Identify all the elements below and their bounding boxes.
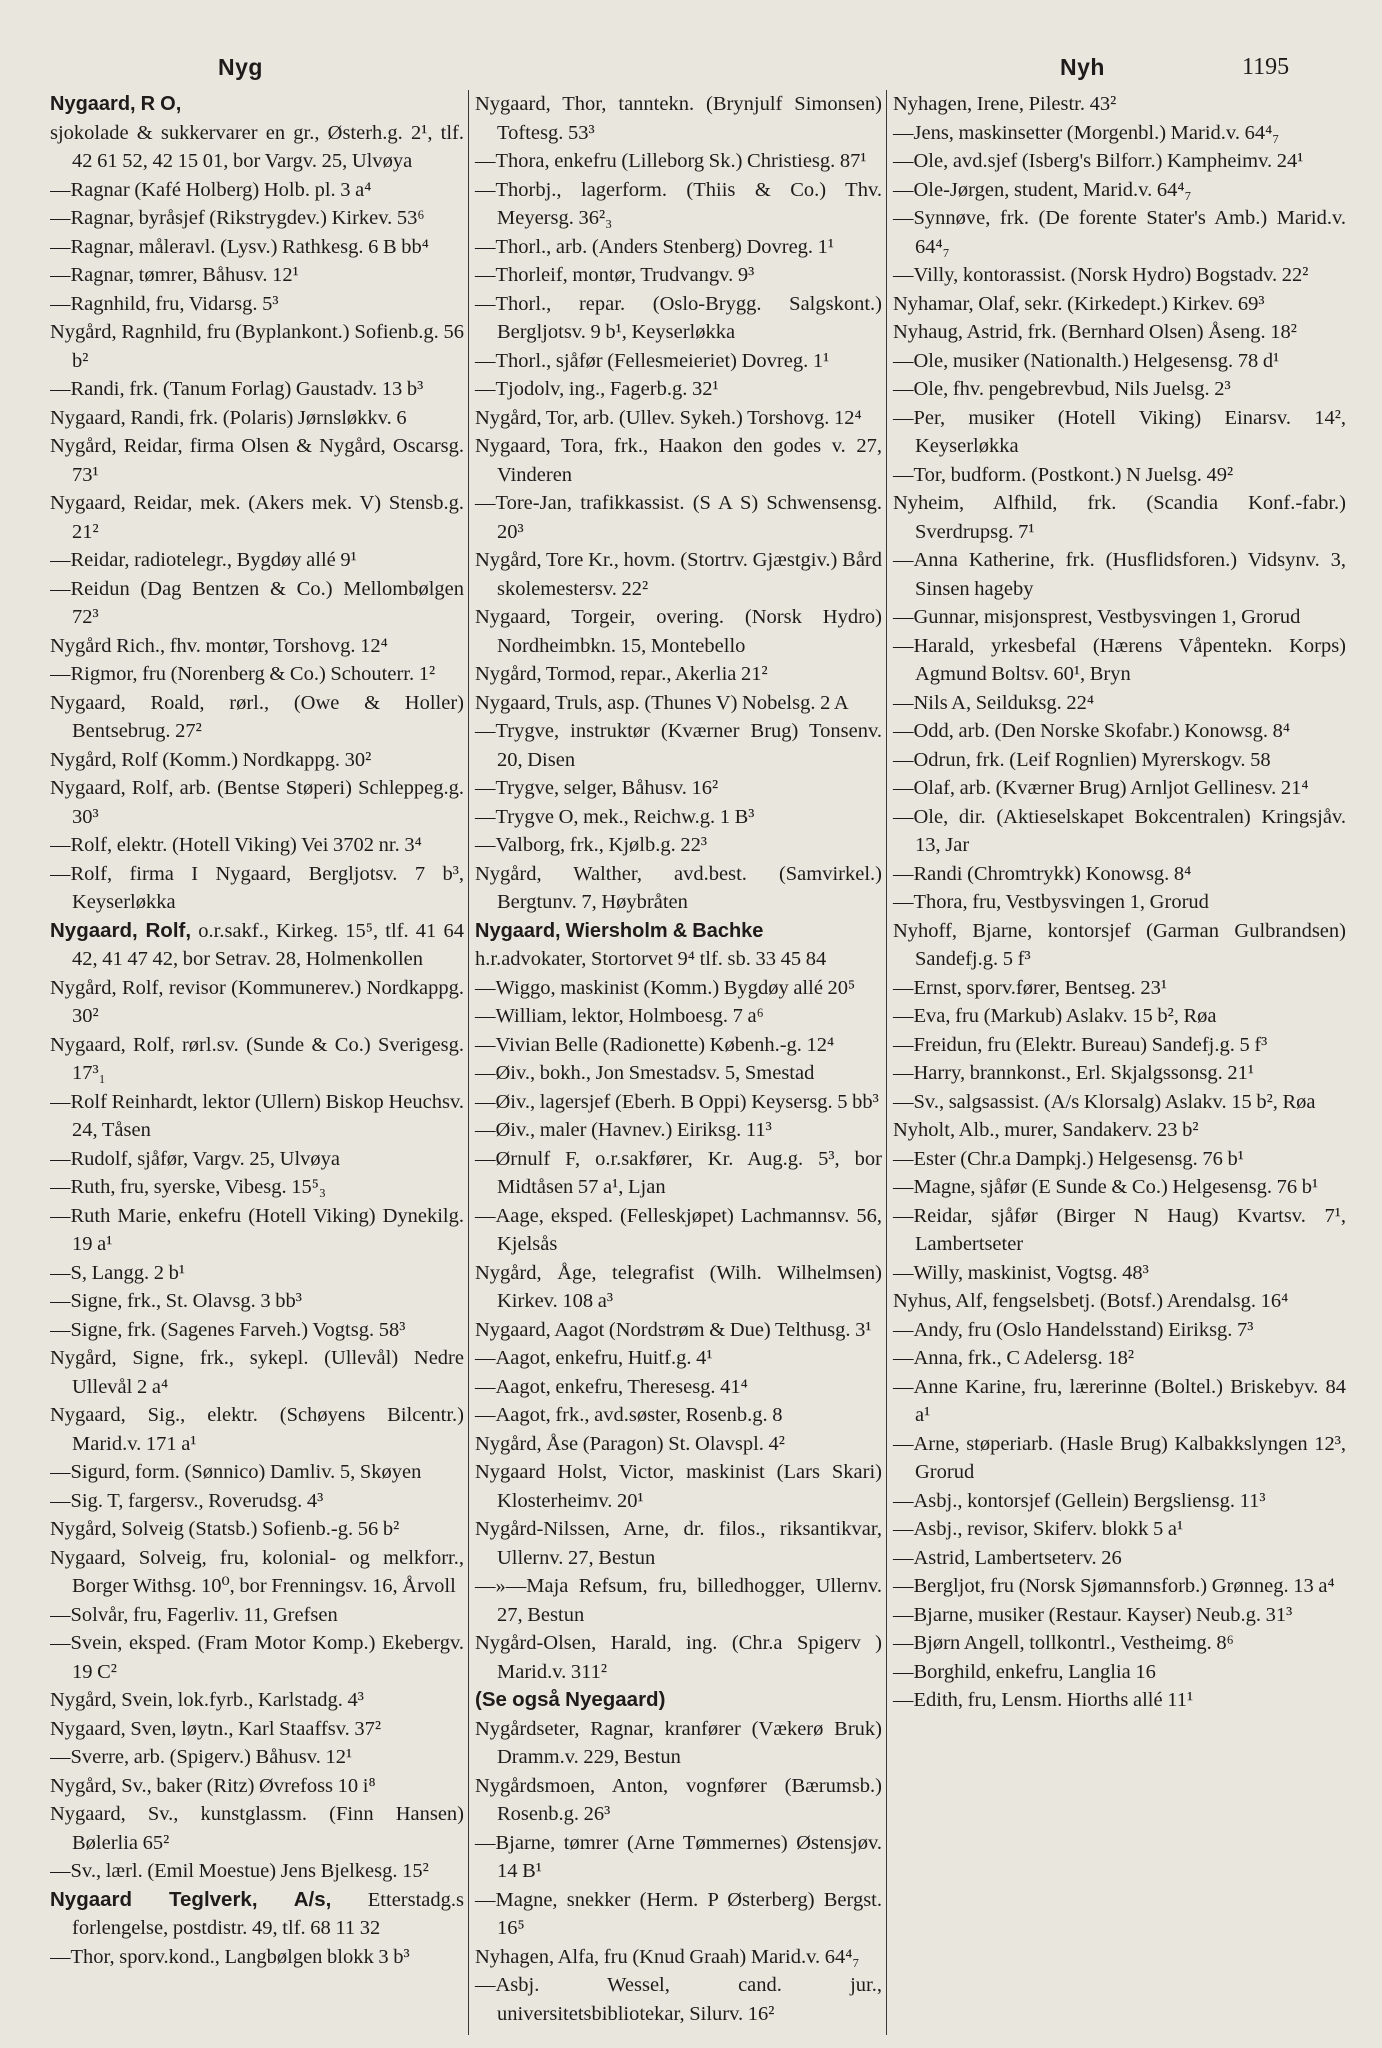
directory-entry: —Aagot, enkefru, Huitf.g. 4¹ xyxy=(475,1347,713,1369)
directory-entry: —Thor, sporv.kond., Langbølgen blokk 3 b³ xyxy=(50,1945,410,1968)
directory-entry: —Ragnhild, fru, Vidarsg. 5³ xyxy=(50,292,279,315)
directory-entry: —Ørnulf F, o.r.sakfører, Kr. Aug.g. 5³, bor Midtåsen 57 a¹, Ljan xyxy=(475,1147,882,1198)
directory-entry: —Per, musiker (Hotell Viking) Einarsv. 14², Keyserløkka xyxy=(893,406,1346,457)
directory-entry: Nygård, Reidar, firma Olsen & Nygård, Oscarsg. 73¹ xyxy=(50,435,464,486)
directory-entry: —Odrun, frk. (Leif Rognlien) Myrerskogv. 58 xyxy=(893,748,1271,771)
directory-entry: —Thorbj., lagerform. (Thiis & Co.) Thv. Meyersg. 36²₃ xyxy=(475,178,882,229)
directory-entry: Nygård, Tormod, repar., Akerlia 21² xyxy=(475,663,768,685)
directory-entry: Nygård-Olsen, Harald, ing. (Chr.a Spigerv ) Marid.v. 311² xyxy=(475,1632,882,1683)
directory-entry: —Thorl., arb. (Anders Stenberg) Dovreg. 1¹ xyxy=(475,235,835,258)
directory-entry: —Nils A, Seilduksg. 22⁴ xyxy=(893,691,1094,714)
directory-entry: Nygaard, Sig., elektr. (Schøyens Bilcentr.) Marid.v. 171 a¹ xyxy=(50,1404,464,1455)
directory-entry: Nyhus, Alf, fengselsbetj. (Botsf.) Arendalsg. 16⁴ xyxy=(893,1290,1289,1312)
directory-entry: Nyholt, Alb., murer, Sandakerv. 23 b² xyxy=(893,1119,1199,1141)
directory-entry: —Ole, avd.sjef (Isberg's Bilforr.) Kampheimv. 24¹ xyxy=(893,150,1304,172)
directory-entry: —Tor, budform. (Postkont.) N Juelsg. 49² xyxy=(893,463,1234,486)
directory-entry: Nygård, Ragnhild, fru (Byplankont.) Sofienb.g. 56 b² xyxy=(50,321,464,372)
directory-entry: —Trygve, instruktør (Kværner Brug) Tonsenv. 20, Disen xyxy=(475,720,882,771)
directory-entry: —Asbj., revisor, Skiferv. blokk 5 a¹ xyxy=(893,1518,1184,1540)
directory-entry: —Aagot, frk., avd.søster, Rosenb.g. 8 xyxy=(475,1404,783,1426)
directory-entry: Nygård Rich., fhv. montør, Torshovg. 12⁴ xyxy=(50,634,388,657)
directory-entry: —Astrid, Lambertseterv. 26 xyxy=(893,1546,1122,1569)
directory-entry: —Eva, fru (Markub) Aslakv. 15 b², Røa xyxy=(893,1005,1217,1027)
directory-entry: —William, lektor, Holmboesg. 7 a⁶ xyxy=(475,1005,764,1027)
directory-entry: —Olaf, arb. (Kværner Brug) Arnljot Gellinesv. 21⁴ xyxy=(893,777,1309,799)
directory-entry: Nyhamar, Olaf, sekr. (Kirkedept.) Kirkev. 69³ xyxy=(893,292,1265,315)
directory-entry: Nygård-Nilssen, Arne, dr. filos., riksantikvar, Ullernv. 27, Bestun xyxy=(475,1518,882,1569)
directory-entry: —Vivian Belle (Radionette) Københ.-g. 12⁴ xyxy=(475,1033,835,1056)
directory-entry: —Bjarne, tømrer (Arne Tømmernes) Østensjøv. 14 B¹ xyxy=(475,1831,882,1882)
directory-entry: —Randi (Chromtrykk) Konowsg. 8⁴ xyxy=(893,862,1192,885)
directory-entry: Nygaard, Torgeir, overing. (Norsk Hydro) Nordheimbkn. 15, Montebello xyxy=(475,606,882,657)
directory-entry: —Anna Katherine, frk. (Husflidsforen.) Vidsynv. 3, Sinsen hageby xyxy=(893,549,1346,600)
entry-bold-head: Nygaard Teglverk, A/s, xyxy=(50,1887,332,1911)
directory-entry: Nygård, Solveig (Statsb.) Sofienb.-g. 56 b² xyxy=(50,1518,400,1540)
directory-entry: —Ole, musiker (Nationalth.) Helgesensg. 78 d¹ xyxy=(893,349,1280,372)
directory-entry: —Wiggo, maskinist (Komm.) Bygdøy allé 20⁵ xyxy=(475,976,856,999)
directory-entry: —Thorl., repar. (Oslo-Brygg. Salgskont.) Bergljotsv. 9 b¹, Keyserløkka xyxy=(475,292,882,343)
directory-entry: —Sverre, arb. (Spigerv.) Båhusv. 12¹ xyxy=(50,1746,353,1768)
directory-entry: —Harry, brannkonst., Erl. Skjalgssonsg. 21¹ xyxy=(893,1062,1254,1084)
directory-entry xyxy=(475,1686,882,1715)
directory-entry: —Sig. T, fargersv., Roverudsg. 4³ xyxy=(50,1489,324,1512)
directory-entry xyxy=(50,917,464,974)
directory-entry: —Thorl., sjåfør (Fellesmeieriet) Dovreg. 1¹ xyxy=(475,349,830,372)
directory-entry: —Øiv., lagersjef (Eberh. B Oppi) Keysersg. 5 bb³ xyxy=(475,1090,879,1113)
entry-bold-head: (Se også Nyegaard) xyxy=(475,1688,666,1711)
directory-entry: Nyhoff, Bjarne, kontorsjef (Garman Gulbrandsen) Sandefj.g. 5 f³ xyxy=(893,919,1346,970)
directory-entry: —Sv., lærl. (Emil Moestue) Jens Bjelkesg. 15² xyxy=(50,1860,429,1882)
directory-entry: —Ole, fhv. pengebrevbud, Nils Juelsg. 2³ xyxy=(893,378,1231,400)
directory-entry: Nygaard, Reidar, mek. (Akers mek. V) Stensb.g. 21² xyxy=(50,492,464,543)
directory-entry: —Bergljot, fru (Norsk Sjømannsforb.) Grønneg. 13 a⁴ xyxy=(893,1575,1335,1597)
directory-entry: Nygaard, Sven, løytn., Karl Staaffsv. 37² xyxy=(50,1717,382,1740)
directory-entry: Nygård, Tor, arb. (Ullev. Sykeh.) Torshovg. 12⁴ xyxy=(475,406,862,429)
directory-entry: Nyheim, Alfhild, frk. (Scandia Konf.-fabr.) Sverdrupsg. 7¹ xyxy=(893,492,1346,543)
directory-entry: —Valborg, frk., Kjølb.g. 22³ xyxy=(475,834,708,856)
directory-entry: —Ragnar, byråsjef (Rikstrygdev.) Kirkev. 53⁶ xyxy=(50,207,425,229)
page-number: 1195 xyxy=(1242,54,1290,80)
directory-entry: —Reidar, radiotelegr., Bygdøy allé 9¹ xyxy=(50,549,357,571)
directory-entry: —Reidun (Dag Bentzen & Co.) Mellombølgen 72³ xyxy=(50,577,464,628)
directory-entry: —Willy, maskinist, Vogtsg. 48³ xyxy=(893,1261,1149,1284)
directory-entry: Nygårdsmoen, Anton, vognfører (Bærumsb.) Rosenb.g. 26³ xyxy=(475,1774,882,1825)
directory-entry: Nygård, Sv., baker (Ritz) Øvrefoss 10 i⁸ xyxy=(50,1774,376,1797)
directory-entry: —Ole-Jørgen, student, Marid.v. 64⁴₇ xyxy=(893,178,1192,201)
column-2 xyxy=(468,90,882,2035)
directory-entry: Nygård, Åse (Paragon) St. Olavspl. 4² xyxy=(475,1432,785,1455)
directory-entry: —Rolf, elektr. (Hotell Viking) Vei 3702 nr. 3⁴ xyxy=(50,834,422,856)
directory-entry: Nygård, Walther, avd.best. (Samvirkel.) Bergtunv. 7, Høybråten xyxy=(475,862,882,913)
directory-entry: —Thorleif, montør, Trudvangv. 9³ xyxy=(475,264,755,286)
directory-entry: Nyhaug, Astrid, frk. (Bernhard Olsen) Åseng. 18² xyxy=(893,321,1297,343)
directory-entry: —Solvår, fru, Fagerliv. 11, Grefsen xyxy=(50,1603,338,1626)
directory-entry: Nygaard, Aagot (Nordstrøm & Due) Telthusg. 3¹ xyxy=(475,1318,872,1341)
directory-entry: —Reidar, sjåfør (Birger N Haug) Kvartsv. 7¹, Lambertseter xyxy=(893,1204,1346,1255)
directory-entry: —Trygve O, mek., Reichw.g. 1 B³ xyxy=(475,805,755,828)
directory-entry: Nygård, Rolf, revisor (Kommunerev.) Nordkappg. 30² xyxy=(50,976,464,1027)
directory-entry: Nygaard, Solveig, fru, kolonial- og melkforr., Borger Withsg. 10⁰, bor Frenningsv. 16, Årvoll xyxy=(50,1546,464,1597)
entry-rest: o.r.sakf., Kirkeg. 15⁵, tlf. 41 64 42, 41 47 42, bor Setrav. 28, Holmenkollen xyxy=(72,919,464,970)
directory-entry: Nygaard, Thor, tanntekn. (Brynjulf Simonsen) Toftesg. 53³ xyxy=(475,93,882,144)
directory-entry: —Freidun, fru (Elektr. Bureau) Sandefj.g. 5 f³ xyxy=(893,1033,1268,1056)
directory-entry: —Tjodolv, ing., Fagerb.g. 32¹ xyxy=(475,378,719,400)
directory-entry: —Asbj. Wessel, cand. jur., universitetsbibliotekar, Silurv. 16² xyxy=(475,1974,882,2025)
directory-entry: —Bjørn Angell, tollkontrl., Vestheimg. 8⁶ xyxy=(893,1632,1234,1654)
directory-entry: —Borghild, enkefru, Langlia 16 xyxy=(893,1660,1156,1683)
directory-entry: —S, Langg. 2 b¹ xyxy=(50,1261,186,1284)
directory-entry: Nygård, Åge, telegrafist (Wilh. Wilhelmsen) Kirkev. 108 a³ xyxy=(475,1261,882,1312)
directory-entry: Nygaard, Tora, frk., Haakon den godes v. 27, Vinderen xyxy=(475,435,882,486)
directory-entry: —Ragnar (Kafé Holberg) Holb. pl. 3 a⁴ xyxy=(50,178,372,201)
directory-entry: —Sv., salgsassist. (A/s Klorsalg) Aslakv. 15 b², Røa xyxy=(893,1090,1316,1113)
directory-entry: —Synnøve, frk. (De forente Stater's Amb.) Marid.v. 64⁴₇ xyxy=(893,207,1346,258)
directory-entry: —Randi, frk. (Tanum Forlag) Gaustadv. 13 b³ xyxy=(50,378,424,400)
directory-entry: Nygaard, Rolf, rørl.sv. (Sunde & Co.) Sverigesg. 17³₁ xyxy=(50,1033,464,1084)
directory-entry: —Rudolf, sjåfør, Vargv. 25, Ulvøya xyxy=(50,1147,341,1170)
directory-entry: —Villy, kontorassist. (Norsk Hydro) Bogstadv. 22² xyxy=(893,264,1309,286)
directory-entry: —Anne Karine, fru, lærerinne (Boltel.) Briskebyv. 84 a¹ xyxy=(893,1375,1346,1426)
directory-entry: —Svein, eksped. (Fram Motor Komp.) Ekebergv. 19 C² xyxy=(50,1632,464,1683)
directory-entry: —Signe, frk., St. Olavsg. 3 bb³ xyxy=(50,1290,302,1312)
directory-entry: Nygårdseter, Ragnar, kranfører (Vækerø Bruk) Dramm.v. 229, Bestun xyxy=(475,1717,882,1768)
directory-entry: —Rigmor, fru (Norenberg & Co.) Schouterr. 1² xyxy=(50,663,436,685)
directory-entry: Nygaard, Roald, rørl., (Owe & Holler) Bentsebrug. 27² xyxy=(50,691,464,742)
directory-entry xyxy=(50,1886,464,1943)
page-header xyxy=(0,44,1382,84)
directory-entry: Nygaard, Randi, frk. (Polaris) Jørnsløkkv. 6 xyxy=(50,406,407,429)
directory-entry: —Gunnar, misjonsprest, Vestbysvingen 1, Grorud xyxy=(893,606,1301,628)
directory-entry: Nyhagen, Irene, Pilestr. 43² xyxy=(893,93,1117,115)
directory-entry: —Asbj., kontorsjef (Gellein) Bergsliensg. 11³ xyxy=(893,1489,1266,1512)
directory-entry: —Sigurd, form. (Sønnico) Damliv. 5, Skøyen xyxy=(50,1461,422,1483)
directory-entry: —Rolf Reinhardt, lektor (Ullern) Biskop Heuchsv. 24, Tåsen xyxy=(50,1090,464,1141)
header-right-keyword: Nyh xyxy=(1060,54,1105,80)
directory-entry: —Bjarne, musiker (Restaur. Kayser) Neub.g. 31³ xyxy=(893,1603,1293,1626)
directory-entry: Nygård, Rolf (Komm.) Nordkappg. 30² xyxy=(50,748,372,771)
header-left-keyword: Nyg xyxy=(218,54,263,80)
directory-entry: —Aage, eksped. (Felleskjøpet) Lachmannsv. 56, Kjelsås xyxy=(475,1204,882,1255)
directory-entry: —Magne, snekker (Herm. P Østerberg) Bergst. 16⁵ xyxy=(475,1888,882,1939)
directory-entry: Nygaard Holst, Victor, maskinist (Lars Skari) Klosterheimv. 20¹ xyxy=(475,1461,882,1512)
column-1 xyxy=(50,90,464,2035)
directory-entry: —Jens, maskinsetter (Morgenbl.) Marid.v. 64⁴₇ xyxy=(893,121,1280,144)
directory-entry: —Ragnar, tømrer, Båhusv. 12¹ xyxy=(50,264,299,286)
directory-entry: —Ernst, sporv.fører, Bentseg. 23¹ xyxy=(893,976,1168,999)
directory-entry: —Rolf, firma I Nygaard, Bergljotsv. 7 b³, Keyserløkka xyxy=(50,862,464,913)
directory-entry: —Ruth, fru, syerske, Vibesg. 15⁵₃ xyxy=(50,1176,327,1198)
directory-entry: Nyhagen, Alfa, fru (Knud Graah) Marid.v. 64⁴₇ xyxy=(475,1945,860,1968)
directory-entry: —Thora, enkefru (Lilleborg Sk.) Christiesg. 87¹ xyxy=(475,150,867,172)
directory-entry: —Thora, fru, Vestbysvingen 1, Grorud xyxy=(893,891,1209,913)
directory-entry: —Signe, frk. (Sagenes Farveh.) Vogtsg. 58³ xyxy=(50,1318,406,1341)
directory-entry: —»—Maja Refsum, fru, billedhogger, Ullernv. 27, Bestun xyxy=(475,1575,882,1626)
directory-entry: sjokolade & sukkervarer en gr., Østerh.g. 2¹, tlf. 42 61 52, 42 15 01, bor Vargv. 25, Ulvøya xyxy=(50,121,464,172)
directory-entry: —Ragnar, måleravl. (Lysv.) Rathkesg. 6 B bb⁴ xyxy=(50,235,429,258)
columns xyxy=(50,90,1346,2035)
directory-entry: —Edith, fru, Lensm. Hiorths allé 11¹ xyxy=(893,1689,1194,1711)
directory-entry: —Andy, fru (Oslo Handelsstand) Eiriksg. 7³ xyxy=(893,1318,1254,1341)
directory-entry: Nygaard, Wiersholm & Bachke xyxy=(475,919,764,942)
directory-entry: Nygaard, R O, xyxy=(50,93,182,115)
directory-entry: Nygård, Tore Kr., hovm. (Stortrv. Gjæstgiv.) Bård skolemestersv. 22² xyxy=(475,549,882,600)
directory-entry: —Magne, sjåfør (E Sunde & Co.) Helgesensg. 76 b¹ xyxy=(893,1176,1319,1198)
directory-entry: Nygaard, Rolf, arb. (Bentse Støperi) Schleppeg.g. 30³ xyxy=(50,777,464,828)
directory-entry: —Odd, arb. (Den Norske Skofabr.) Konowsg. 8⁴ xyxy=(893,720,1291,742)
directory-entry: —Trygve, selger, Båhusv. 16² xyxy=(475,777,719,799)
directory-entry: Nygaard, Truls, asp. (Thunes V) Nobelsg. 2 A xyxy=(475,691,849,714)
directory-entry: h.r.advokater, Stortorvet 9⁴ tlf. sb. 33 45 84 xyxy=(475,948,827,970)
directory-entry: —Arne, støperiarb. (Hasle Brug) Kalbakkslyngen 12³, Grorud xyxy=(893,1432,1346,1483)
directory-entry: —Tore-Jan, trafikkassist. (S A S) Schwensensg. 20³ xyxy=(475,492,882,543)
directory-entry: —Ruth Marie, enkefru (Hotell Viking) Dynekilg. 19 a¹ xyxy=(50,1204,464,1255)
directory-entry: —Ester (Chr.a Dampkj.) Helgesensg. 76 b¹ xyxy=(893,1147,1244,1170)
directory-entry: —Øiv., maler (Havnev.) Eiriksg. 11³ xyxy=(475,1119,772,1141)
directory-entry: —Anna, frk., C Adelersg. 18² xyxy=(893,1347,1134,1369)
directory-entry: —Aagot, enkefru, Theresesg. 41⁴ xyxy=(475,1375,748,1398)
directory-entry: —Øiv., bokh., Jon Smestadsv. 5, Smestad xyxy=(475,1062,815,1084)
directory-entry: —Ole, dir. (Aktieselskapet Bokcentralen) Kringsjåv. 13, Jar xyxy=(893,805,1346,856)
directory-entry: Nygaard, Sv., kunstglassm. (Finn Hansen) Bølerlia 65² xyxy=(50,1803,464,1854)
directory-entry: Nygård, Svein, lok.fyrb., Karlstadg. 4³ xyxy=(50,1689,364,1711)
directory-entry: —Harald, yrkesbefal (Hærens Våpentekn. Korps) Agmund Boltsv. 60¹, Bryn xyxy=(893,634,1346,685)
directory-entry: Nygård, Signe, frk., sykepl. (Ullevål) Nedre Ullevål 2 a⁴ xyxy=(50,1347,464,1398)
entry-rest: Etterstadg.s forlengelse, postdistr. 49, tlf. 68 11 32 xyxy=(72,1888,464,1939)
entry-bold-head: Nygaard, Rolf, xyxy=(50,918,192,942)
column-3 xyxy=(886,90,1346,2035)
